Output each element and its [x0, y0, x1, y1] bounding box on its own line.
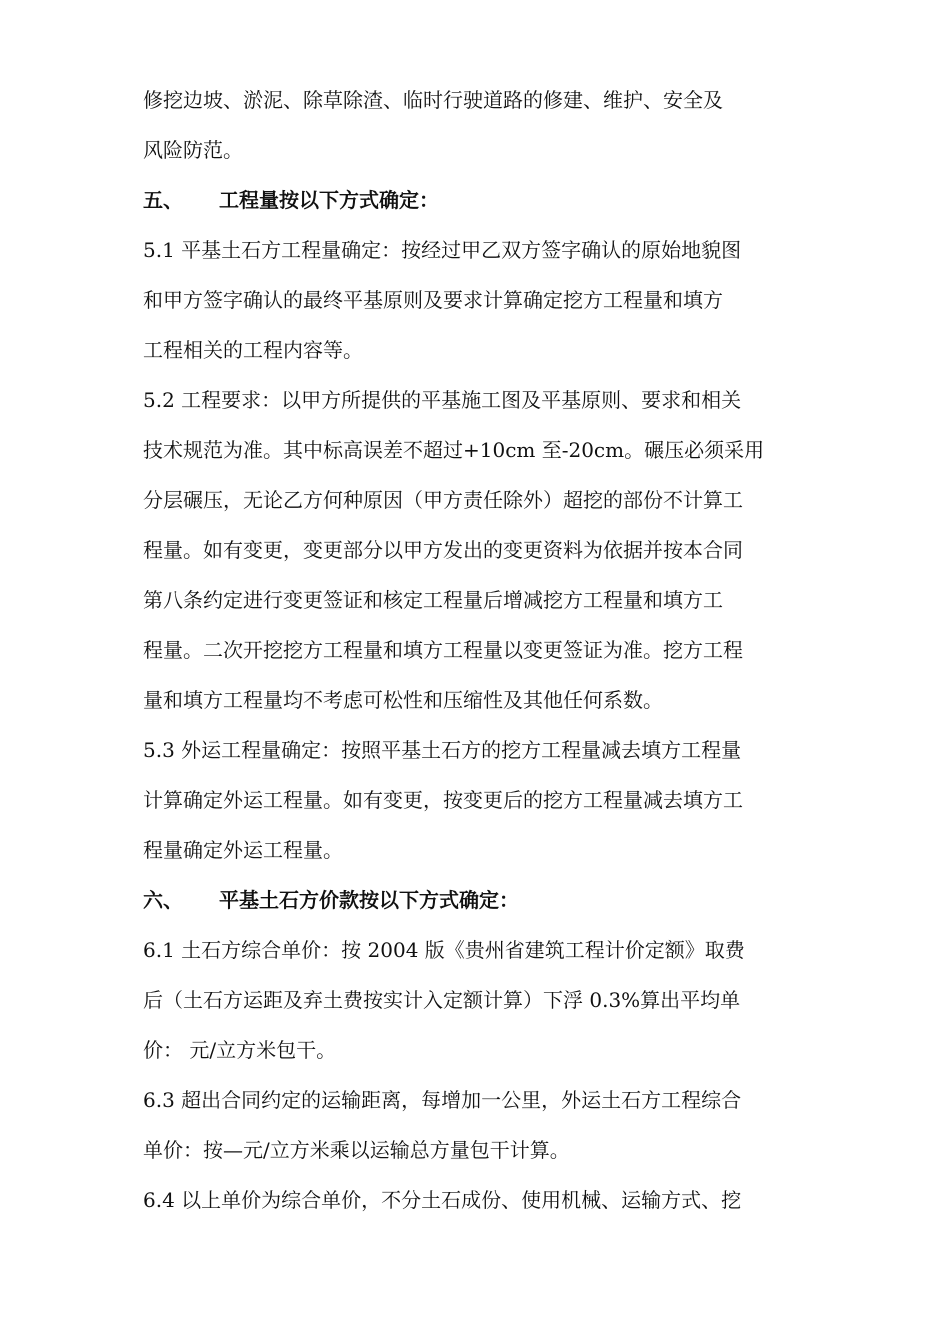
- section-number: 六、: [143, 888, 183, 912]
- section-heading-6: [143, 885, 833, 915]
- body-line: 6.1 土石方综合单价：按 2004 版《贵州省建筑工程计价定额》取费: [143, 938, 745, 962]
- body-line: 价： 元/立方米包干。: [143, 1038, 337, 1062]
- body-line: 6.4 以上单价为综合单价，不分土石成份、使用机械、运输方式、挖: [143, 1188, 742, 1212]
- body-line: 计算确定外运工程量。如有变更，按变更后的挖方工程量减去填方工: [143, 788, 743, 812]
- body-line: 5.1 平基土石方工程量确定：按经过甲乙双方签字确认的原始地貌图: [143, 238, 742, 262]
- body-line: 程量确定外运工程量。: [143, 838, 343, 862]
- body-line: 分层碾压，无论乙方何种原因（甲方责任除外）超挖的部份不计算工: [143, 488, 743, 512]
- body-line: 5.2 工程要求：以甲方所提供的平基施工图及平基原则、要求和相关: [143, 388, 742, 412]
- section-heading-5: [143, 185, 833, 215]
- body-line: 程量。二次开挖挖方工程量和填方工程量以变更签证为准。挖方工程: [143, 638, 743, 662]
- body-line: 5.3 外运工程量确定：按照平基土石方的挖方工程量减去填方工程量: [143, 738, 742, 762]
- section-number: 五、: [143, 188, 183, 212]
- body-line: 程量。如有变更，变更部分以甲方发出的变更资料为依据并按本合同: [143, 538, 743, 562]
- section-title: 工程量按以下方式确定：: [219, 188, 439, 212]
- body-line: 修挖边坡、淤泥、除草除渣、临时行驶道路的修建、维护、安全及: [143, 88, 723, 112]
- body-line: 第八条约定进行变更签证和核定工程量后增减挖方工程量和填方工: [143, 588, 723, 612]
- body-line: 风险防范。: [143, 138, 243, 162]
- body-line: 6.3 超出合同约定的运输距离，每增加一公里，外运土石方工程综合: [143, 1088, 742, 1112]
- body-line: 和甲方签字确认的最终平基原则及要求计算确定挖方工程量和填方: [143, 288, 723, 312]
- section-title: 平基土石方价款按以下方式确定：: [219, 888, 519, 912]
- body-line: 工程相关的工程内容等。: [143, 338, 363, 362]
- body-line: 量和填方工程量均不考虑可松性和压缩性及其他任何系数。: [143, 688, 663, 712]
- body-line: 后（土石方运距及弃土费按实计入定额计算）下浮 0.3%算出平均单: [143, 988, 741, 1012]
- body-line: 单价：按—元/立方米乘以运输总方量包干计算。: [143, 1138, 570, 1162]
- body-line: 技术规范为准。其中标高误差不超过+10cm 至-20cm。碾压必须采用: [143, 438, 765, 462]
